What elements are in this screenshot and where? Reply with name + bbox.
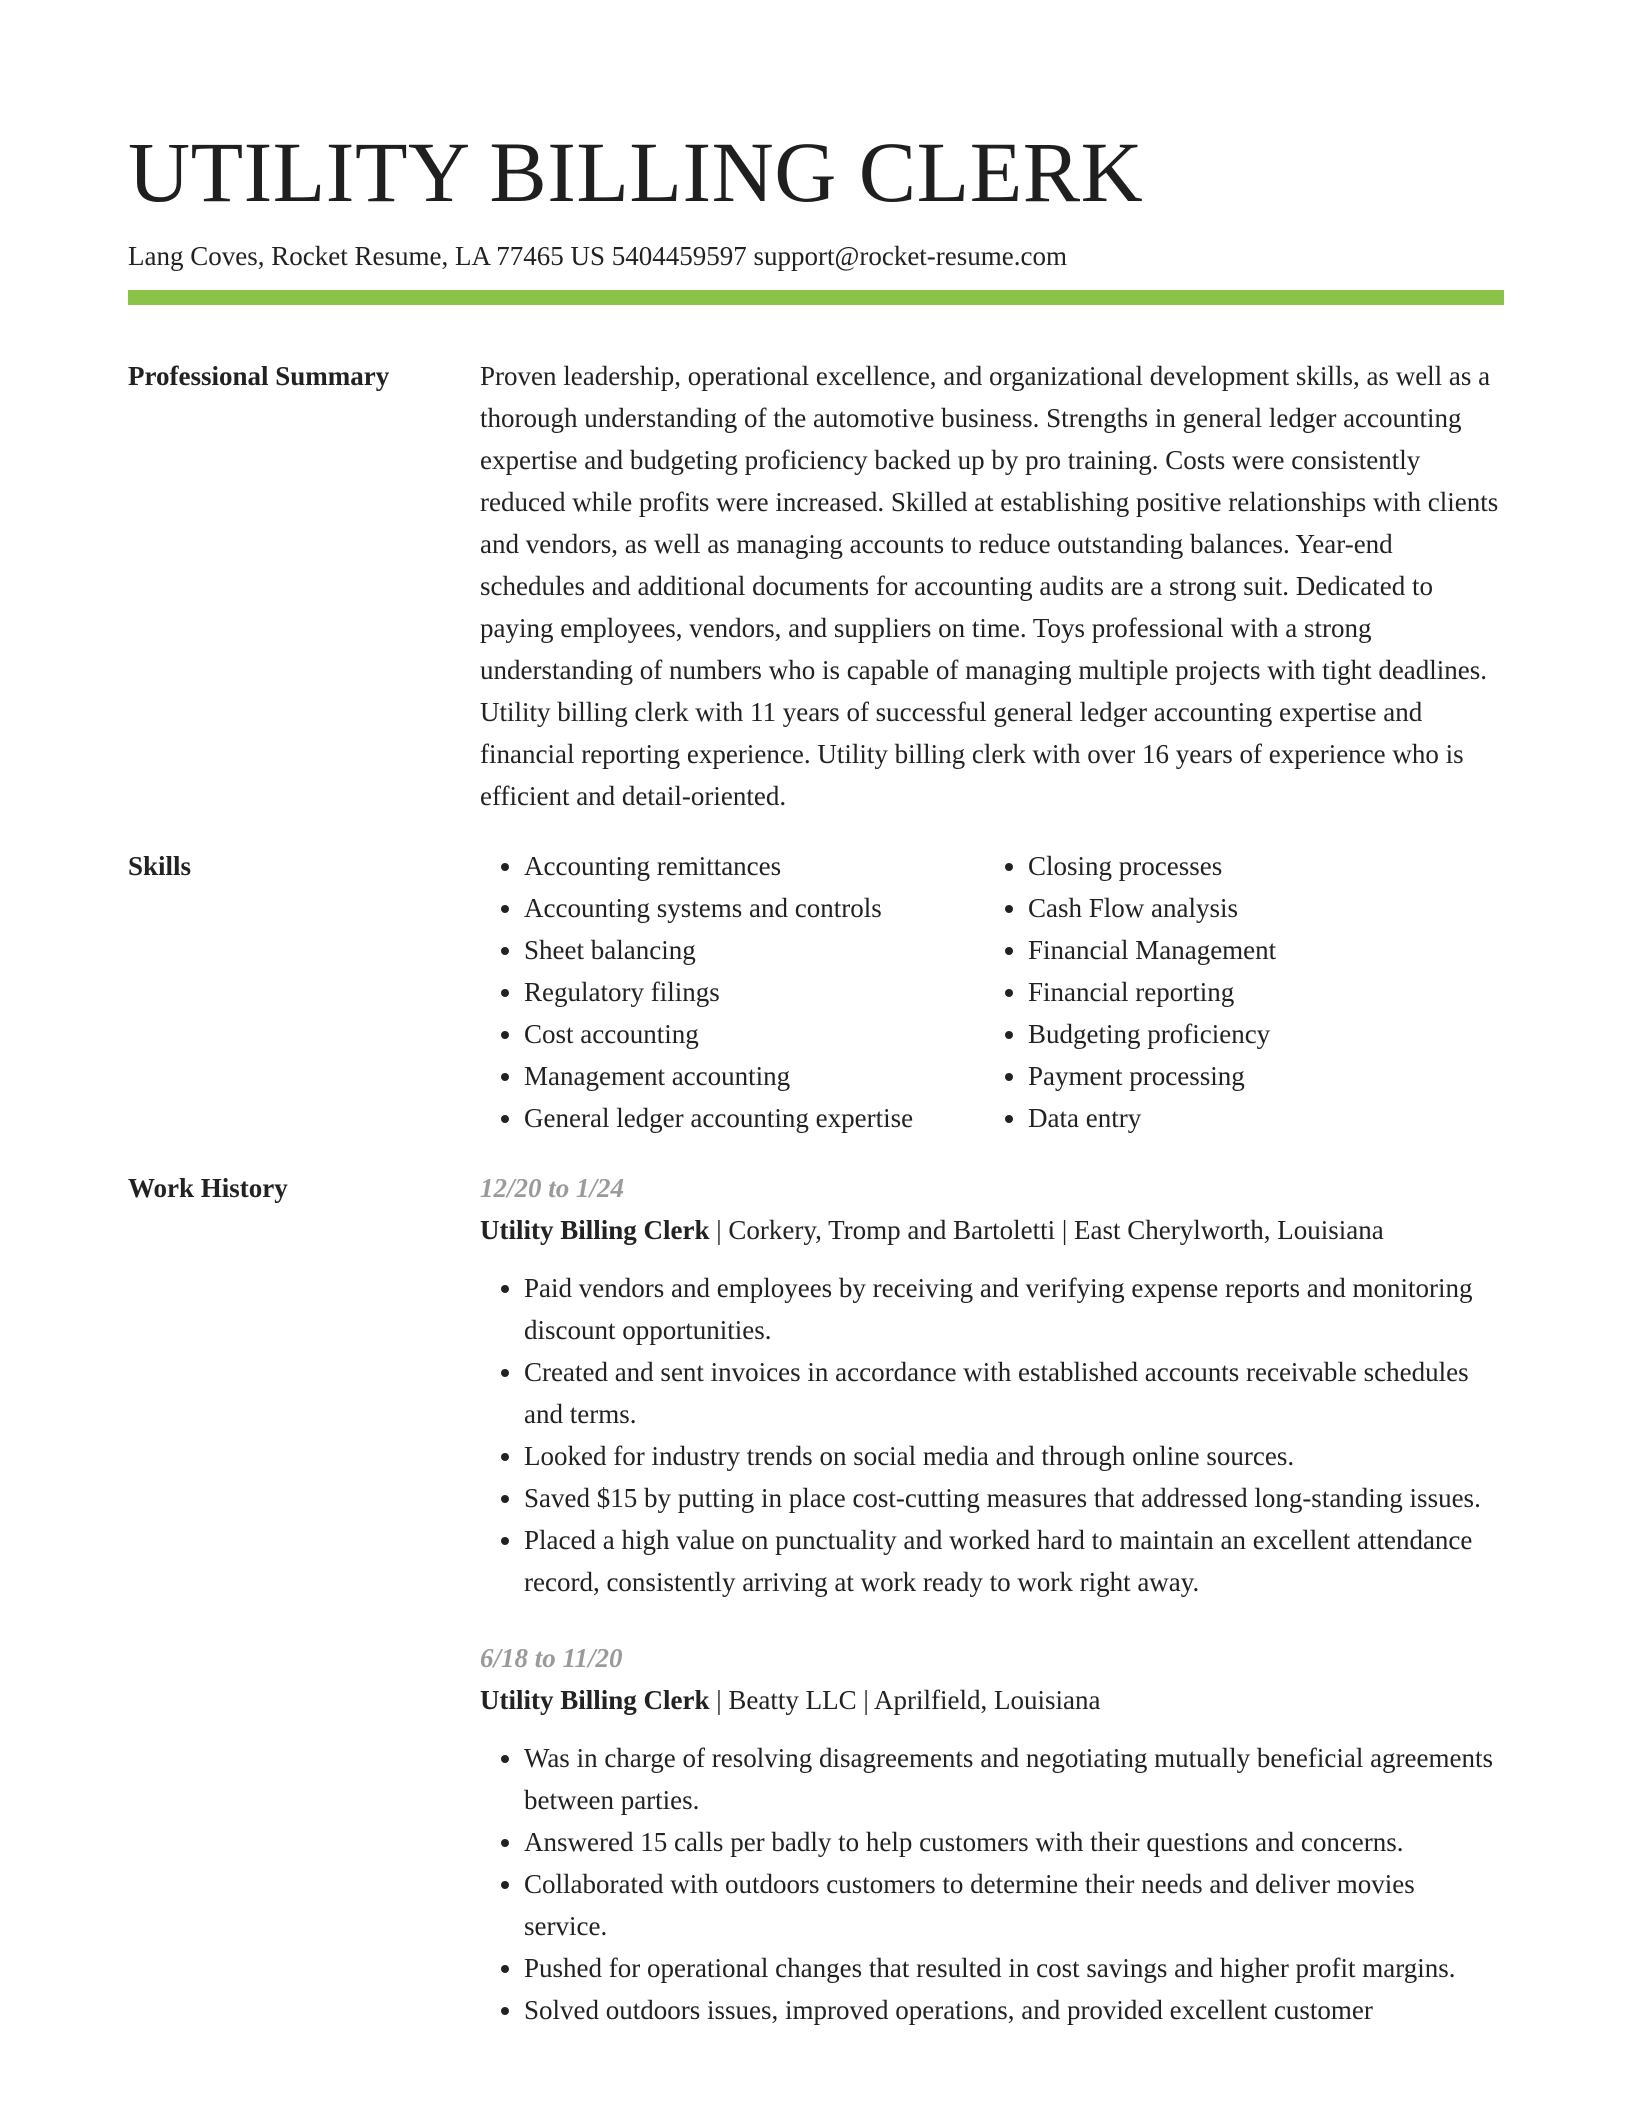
summary-text: Proven leadership, operational excellence, and organizational development skills, as well as a thorough understanding of the automotive business. Strengths in general ledger accounting expertise and budgeting proficiency backed up by pro training. Costs were consistently reduced while profits were increased. Skilled at establishing positive relationships with clients and vendors, as well as managing accounts to reduce outstanding balances. Year-end schedules and additional documents for accounting audits are a strong suit. Dedicated to paying employees, vendors, and suppliers on time. Toys professional with a strong understanding of numbers who is capable of managing multiple projects with tight deadlines. Utility billing clerk with 11 years of successful general ledger accounting expertise and financial reporting experience. Utility billing clerk with over 16 years of experience who is efficient and detail-oriented. [480, 361, 1499, 811]
skills-list-right [984, 845, 1488, 1139]
job-details: | Beatty LLC | Aprilfield, Louisiana [709, 1685, 1101, 1715]
job-bullet: • Created and sent invoices in accordance with established accounts receivable schedules and terms. [524, 1351, 1504, 1435]
job-heading [480, 1209, 1504, 1251]
skills-list-left [480, 845, 984, 1139]
contact-name: Lang Coves, [128, 241, 265, 271]
accent-divider [128, 290, 1504, 305]
section-label: Professional Summary [128, 361, 390, 391]
skill-item: • Management accounting [524, 1055, 984, 1097]
job-dates: 12/20 to 1/24 [480, 1173, 625, 1203]
contact-location: LA 77465 US [454, 241, 605, 271]
skill-item: • Accounting remittances [524, 845, 984, 887]
section-label: Skills [128, 851, 192, 881]
job-dates: 6/18 to 11/20 [480, 1643, 623, 1673]
skill-item: • Cash Flow analysis [1028, 887, 1488, 929]
job-bullet: • Pushed for operational changes that resulted in cost savings and higher profit margins. [524, 1947, 1504, 1989]
resume-title: UTILITY BILLING CLERK [128, 124, 1144, 220]
skill-item: • Accounting systems and controls [524, 887, 984, 929]
resume-page [128, 0, 1504, 2065]
job-bullet: • Answered 15 calls per badly to help customers with their questions and concerns. [524, 1821, 1504, 1863]
job-bullet: • Solved outdoors issues, improved operations, and provided excellent customer [524, 1989, 1504, 2031]
skills-section [128, 845, 1504, 1139]
job-bullets [480, 1267, 1504, 1603]
job-bullet: • Saved $15 by putting in place cost-cutting measures that addressed long-standing issues. [524, 1477, 1504, 1519]
skill-item: • General ledger accounting expertise [524, 1097, 984, 1139]
skill-item: • Sheet balancing [524, 929, 984, 971]
contact-email: support@rocket-resume.com [753, 241, 1068, 271]
job-bullet: • Looked for industry trends on social media and through online sources. [524, 1435, 1504, 1477]
skill-item: • Financial Management [1028, 929, 1488, 971]
contact-line [128, 238, 1504, 274]
skill-item: • Financial reporting [1028, 971, 1488, 1013]
professional-summary-section [128, 355, 1504, 817]
job-details: | Corkery, Tromp and Bartoletti | East Cherylworth, Louisiana [709, 1215, 1384, 1245]
job-entry [480, 1167, 1504, 1603]
job-entry [480, 1637, 1504, 2031]
skill-item: • Regulatory filings [524, 971, 984, 1013]
job-bullet: • Paid vendors and employees by receiving and verifying expense reports and monitoring discount opportunities. [524, 1267, 1504, 1351]
skill-item: • Data entry [1028, 1097, 1488, 1139]
skill-item: • Payment processing [1028, 1055, 1488, 1097]
contact-phone: 5404459597 [611, 241, 747, 271]
job-bullet: • Was in charge of resolving disagreements and negotiating mutually beneficial agreements between parties. [524, 1737, 1504, 1821]
job-bullets [480, 1737, 1504, 2031]
contact-company: Rocket Resume, [271, 241, 449, 271]
work-history-section [128, 1167, 1504, 2065]
job-title: Utility Billing Clerk [480, 1685, 710, 1715]
skill-item: • Cost accounting [524, 1013, 984, 1055]
skill-item: • Budgeting proficiency [1028, 1013, 1488, 1055]
job-bullet: • Placed a high value on punctuality and worked hard to maintain an excellent attendance record, consistently arriving at work ready to work right away. [524, 1519, 1504, 1603]
job-bullet: • Collaborated with outdoors customers to determine their needs and deliver movies service. [524, 1863, 1504, 1947]
job-heading [480, 1679, 1504, 1721]
skill-item: • Closing processes [1028, 845, 1488, 887]
section-label: Work History [128, 1173, 288, 1203]
job-title: Utility Billing Clerk [480, 1215, 710, 1245]
